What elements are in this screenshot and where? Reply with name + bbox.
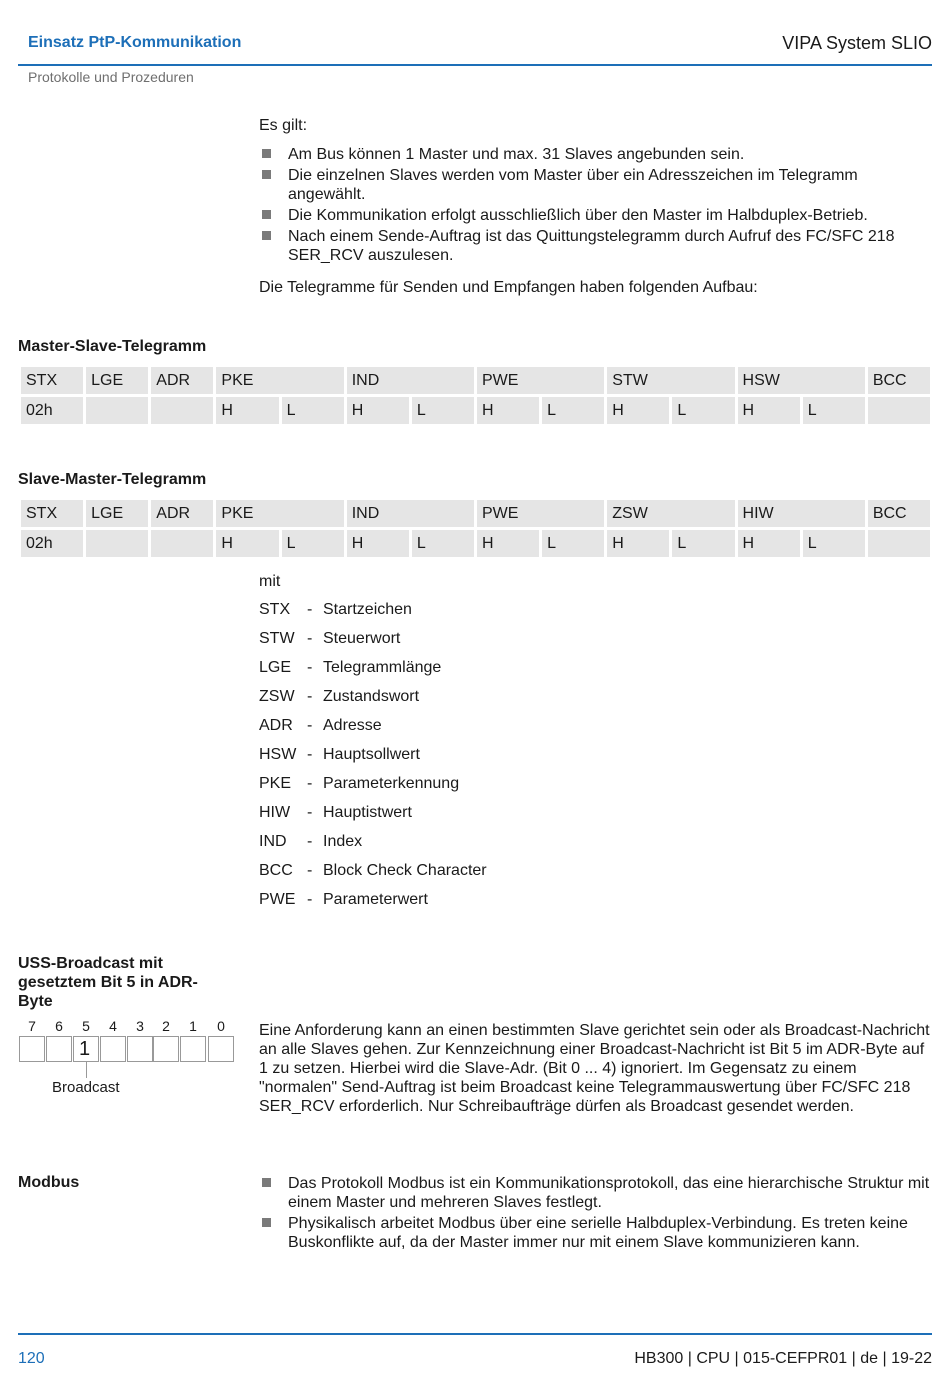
table-cell [86,397,148,424]
table-cell: LGE [86,500,148,527]
bullet-square-icon [262,1218,271,1227]
table-cell: H [477,530,539,557]
list-item: Am Bus können 1 Master und max. 31 Slaves angebunden sein. [259,145,934,164]
table-cell: H [607,530,669,557]
table-cell: BCC [868,500,930,527]
subsection-title: Protokolle und Prozeduren [28,69,194,85]
bullet-square-icon [262,1178,271,1187]
modbus-bullet-list [259,1174,934,1254]
legend-lead: mit [259,573,281,590]
table-cell: PWE [477,367,604,394]
list-item: Die Kommunikation erfolgt ausschließlich über den Master im Halbduplex-Betrieb. [259,206,934,225]
table-row [21,530,930,557]
table-cell: IND [347,367,474,394]
section-title: Einsatz PtP-Kommunikation [28,34,242,51]
bit-number: 1 [189,1018,197,1034]
page-number: 120 [18,1350,45,1367]
table-cell [868,397,930,424]
bit-cell [127,1036,153,1062]
bit-cell [208,1036,234,1062]
bit-cell [153,1036,179,1062]
bullet-square-icon [262,149,271,158]
table-cell [151,397,213,424]
table-cell: L [803,397,865,424]
bullet-square-icon [262,170,271,179]
table-cell: L [542,397,604,424]
table-cell: L [412,397,474,424]
broadcast-label: Broadcast [52,1079,120,1096]
table-cell: BCC [868,367,930,394]
table-row [21,397,930,424]
bit-cell-set: 1 [73,1036,99,1062]
table-header-row [21,500,930,527]
master-slave-title: Master-Slave-Telegramm [18,338,207,355]
table-cell: H [738,397,800,424]
bit-cell [100,1036,126,1062]
intro-lead: Es gilt: [259,117,308,134]
master-slave-table [18,364,933,427]
table-cell: IND [347,500,474,527]
list-item: Nach einem Sende-Auftrag ist das Quittungstelegramm durch Aufruf des FC/SFC 218 SER_RCV auszulesen. [259,227,934,265]
connector-line [86,1062,87,1078]
table-cell: STX [21,500,83,527]
table-cell: H [347,397,409,424]
bit-number: 4 [109,1018,117,1034]
table-cell: PWE [477,500,604,527]
table-cell: STW [607,367,734,394]
table-cell: L [282,397,344,424]
bit-number: 3 [136,1018,144,1034]
table-cell: H [347,530,409,557]
table-cell: L [803,530,865,557]
bit-cell [19,1036,45,1062]
bit-number: 7 [28,1018,36,1034]
intro-closing: Die Telegramme für Senden und Empfangen haben folgenden Aufbau: [259,279,758,296]
table-cell: L [412,530,474,557]
table-cell: 02h [21,530,83,557]
table-cell: L [672,530,734,557]
table-cell: LGE [86,367,148,394]
table-cell: H [216,530,278,557]
table-cell: H [216,397,278,424]
footer-divider [18,1333,932,1335]
table-cell: HSW [738,367,865,394]
bullet-square-icon [262,231,271,240]
table-cell: ADR [151,367,213,394]
bit-number: 2 [162,1018,170,1034]
broadcast-title: USS-Broadcast mit gesetztem Bit 5 in ADR-Byte [18,955,198,1010]
bit-number: 0 [217,1018,225,1034]
slave-master-title: Slave-Master-Telegramm [18,471,207,488]
bit-cell [46,1036,72,1062]
document-reference: HB300 | CPU | 015-CEFPR01 | de | 19-22 [634,1350,932,1367]
table-header-row [21,367,930,394]
table-cell: 02h [21,397,83,424]
table-cell: STX [21,367,83,394]
table-cell [151,530,213,557]
table-cell: H [607,397,669,424]
table-cell [868,530,930,557]
modbus-title: Modbus [18,1174,80,1191]
bullet-square-icon [262,210,271,219]
table-cell: H [738,530,800,557]
table-cell: L [672,397,734,424]
table-cell: PKE [216,367,343,394]
bit-number: 5 [82,1018,90,1034]
table-cell: L [542,530,604,557]
intro-bullet-list [259,145,934,267]
broadcast-text: Eine Anforderung kann an einen bestimmten Slave gerichtet sein oder als Broadcast-Nachricht an alle Slaves gehen. Zur Kennzeichnung einer Broadcast-Nachricht ist Bit 5 im ADR-Byte auf 1 zu setzen. Hierbei wird die Slave-Adr. (Bit 0 ... 4) ignoriert. Im Gegensatz zu einem "normalen" Send-Auftrag ist beim Broadcast keine Telegrammauswertung über FC/SFC 218 SER_RCV erforderlich. Nur Schreibaufträge dürfen als Broadcast gesendet werden. [259,1022,930,1115]
table-cell [86,530,148,557]
product-name: VIPA System SLIO [782,33,932,53]
table-cell: ADR [151,500,213,527]
header-divider [18,64,932,66]
table-cell: HIW [738,500,865,527]
table-cell: ZSW [607,500,734,527]
table-cell: H [477,397,539,424]
list-item: Das Protokoll Modbus ist ein Kommunikationsprotokoll, das eine hierarchische Struktur mit einem Master und mehreren Slaves festlegt. [259,1174,934,1212]
bit-cell [180,1036,206,1062]
bit-number: 6 [55,1018,63,1034]
table-cell: L [282,530,344,557]
table-cell: PKE [216,500,343,527]
list-item: Die einzelnen Slaves werden vom Master über ein Adresszeichen im Telegramm angewählt. [259,166,934,204]
list-item: Physikalisch arbeitet Modbus über eine serielle Halbduplex-Verbindung. Es treten keine Buskonflikte auf, da der Master immer nur mit einem Slave kommunizieren kann. [259,1214,934,1252]
slave-master-table [18,497,933,560]
